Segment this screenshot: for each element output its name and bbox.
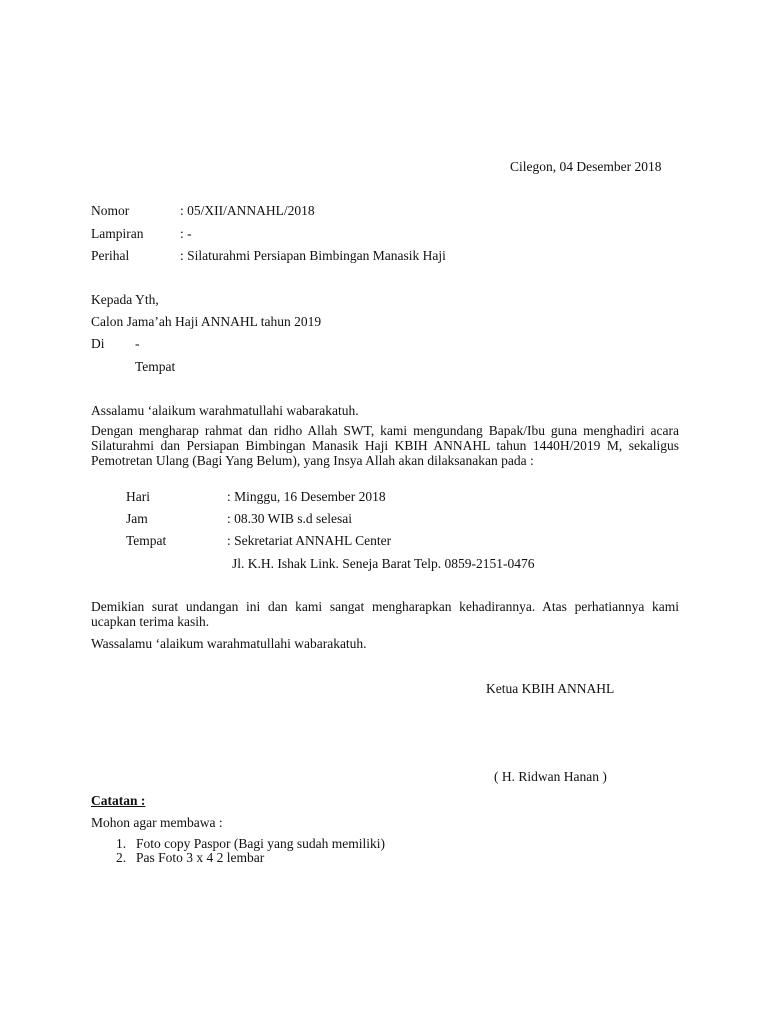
meta-value-perihal: : Silaturahmi Persiapan Bimbingan Manasik Haji [180,248,446,263]
event-value-jam: : 08.30 WIB s.d selesai [227,511,352,526]
closing-paragraph: Demikian surat undangan ini dan kami sangat mengharapkan kehadirannya. Atas perhatiannya kami ucapkan terima kasih. [91,599,679,629]
note-item-text: Pas Foto 3 x 4 2 lembar [136,850,265,865]
event-label-jam: Jam [126,511,148,526]
body-paragraph: Dengan mengharap rahmat dan ridho Allah SWT, kami mengundang Bapak/Ibu guna menghadiri acara Silaturahmi dan Persiapan Bimbingan Manasik Haji KBIH ANNAHL tahun 1440H/2019 M, sekaligus Pemotretan Ulang (Bagi Yang Belum), yang Insya Allah akan dilaksanakan pada : [91,423,679,468]
opening-greeting: Assalamu ‘alaikum warahmatullahi wabarakatuh. [91,403,359,418]
note-item-text: Foto copy Paspor (Bagi yang sudah memiliki) [136,836,385,851]
event-label-tempat: Tempat [126,533,167,548]
closing-greeting: Wassalamu ‘alaikum warahmatullahi wabarakatuh. [91,636,367,651]
meta-label-perihal: Perihal [91,248,130,263]
event-value-tempat: : Sekretariat ANNAHL Center [227,533,392,548]
note-title: Catatan : [91,793,146,808]
recipient-dash: - [135,336,140,351]
event-address: Jl. K.H. Ishak Link. Seneja Barat Telp. 0859-2151-0476 [232,556,535,571]
meta-value-lampiran: : - [180,226,192,241]
meta-value-nomor: : 05/XII/ANNAHL/2018 [180,203,315,218]
note-item-number: 1. [116,836,127,851]
place-date: Cilegon, 04 Desember 2018 [510,159,662,174]
event-label-hari: Hari [126,489,150,504]
recipient-line-2: Calon Jama’ah Haji ANNAHL tahun 2019 [91,314,322,329]
meta-label-nomor: Nomor [91,203,130,218]
recipient-place: Tempat [135,359,176,374]
recipient-di: Di [91,336,105,351]
note-intro: Mohon agar membawa : [91,815,223,830]
signatory-name: ( H. Ridwan Hanan ) [494,769,607,784]
meta-label-lampiran: Lampiran [91,226,144,241]
note-item-number: 2. [116,850,127,865]
signatory-title: Ketua KBIH ANNAHL [486,681,615,696]
recipient-line-1: Kepada Yth, [91,292,159,307]
event-value-hari: : Minggu, 16 Desember 2018 [227,489,386,504]
